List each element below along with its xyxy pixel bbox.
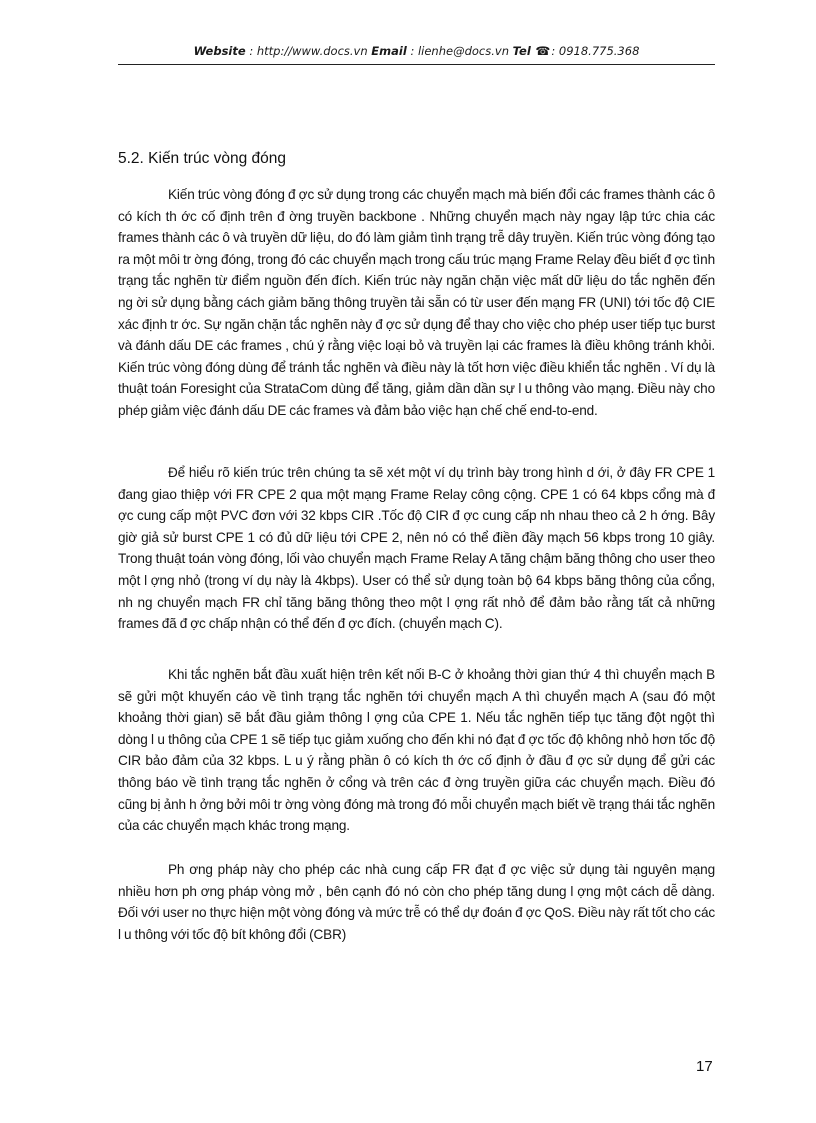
website-label: Website: [193, 44, 246, 58]
paragraph-2: Để hiểu rõ kiến trúc trên chúng ta sẽ xét một ví dụ trình bày trong hình d ới, ở đây FR CPE 1 đang giao thiệp với FR CPE 2 qua một mạng Frame Relay công cộng. CPE 1 có 64 kbps cổng mà đ ợc cung cấp một PVC đơn với 32 kbps CIR .Tốc độ CIR đ ợc cung cấp nh nhau theo cả 2 h ớng. Bây giờ giả sử burst CPE 1 có đủ dữ liệu tới CPE 2, nên nó có thể điền đầy mạch 56 kbps trong 10 giây. Trong thuật toán vòng đóng, lối vào chuyển mạch Frame Relay A tăng chậm băng thông cho user theo một l ợng nhỏ (trong ví dụ này là 4kbps). User có thể sử dụng toàn bộ 64 kbps băng thông của cổng, nh ng chuyển mạch FR chỉ tăng băng thông theo một l ợng rất nhỏ để đảm bảo rằng tất cả những frames đã đ ợc chấp nhận có thể đến đ ợc đích. (chuyển mạch C).: [118, 465, 715, 632]
email-label: Email: [371, 44, 407, 58]
phone-icon: ☎: [535, 44, 551, 58]
page-header: [118, 44, 715, 58]
page-number: 17: [696, 1058, 713, 1075]
tel-value: : 0918.775.368: [551, 44, 640, 58]
paragraph-1: Kiến trúc vòng đóng đ ợc sử dụng trong các chuyển mạch mà biến đổi các frames thành các ô có kích th ớc cố định trên đ ờng truyền backbone . Những chuyển mạch này ngay lập tức chia các frames thành các ô và truyền dữ liệu, do đó làm giảm tình trạng trễ dây truyền. Kiến trúc vòng đóng tạo ra một môi tr ờng đóng, trong đó các chuyển mạch trong cấu trúc mạng Frame Relay đều biết đ ợc tình trạng tắc nghẽn từ điểm nguồn đến đích. Kiến trúc này ngăn chặn việc mất dữ liệu do tắc nghẽn đến ng ời sử dụng bằng cách giảm băng thông truyền tải sẵn có từ user đến mạng FR (UNI) tới tốc độ CIE xác định tr ớc. Sự ngăn chặn tắc nghẽn này đ ợc sử dụng để thay cho việc cho phép user tiếp tục burst và đánh dấu DE các frames , chú ý rằng việc loại bỏ và truyền lại các frames là điều không tránh khỏi. Kiến trúc vòng đóng dùng để tránh tắc nghẽn và điều này là tốt hơn việc điều khiển tắc nghẽn . Ví dụ là thuật toán Foresight của StrataCom dùng để tăng, giảm dần dần sự l u thông vào mạng. Điều này cho phép giảm việc đánh dấu DE các frames và đảm bảo việc hạn chế chế end-to-end.: [118, 187, 715, 418]
section-title: 5.2. Kiến trúc vòng đóng: [118, 150, 287, 167]
header-divider: [118, 64, 715, 65]
paragraph-3: Khi tắc nghẽn bắt đầu xuất hiện trên kết nối B-C ở khoảng thời gian thứ 4 thì chuyển mạch B sẽ gửi một khuyến cáo về tình trạng tắc nghẽn tới chuyển mạch A thì chuyển mạch A (sau đó một khoảng thời gian) sẽ bắt đầu giảm thông l ợng của CPE 1. Nếu tắc nghẽn tiếp tục tăng đột ngột thì dòng l u thông của CPE 1 sẽ tiếp tục giảm xuống cho đến khi nó đạt đ ợc tốc độ không nhỏ hơn tốc độ CIR bảo đảm của 32 kbps. L u ý rằng phần ô có kích th ớc cố định ở đầu đ ợc sử dụng để gửi các thông báo về tình trạng tắc nghẽn ở cổng và trên các đ ờng truyền giữa các chuyển mạch. Điều đó cũng bị ảnh h ởng bởi môi tr ờng vòng đóng mà trong đó mỗi chuyển mạch biết về trạng thái tắc nghẽn của các chuyển mạch khác trong mạng.: [118, 667, 715, 834]
paragraph-4: Ph ơng pháp này cho phép các nhà cung cấp FR đạt đ ợc việc sử dụng tài nguyên mạng nhiều hơn ph ơng pháp vòng mở , bên cạnh đó nó còn cho phép tăng dung l ợng một cách dễ dàng. Đối với user no thực hiện một vòng đóng và mức trễ có thể dự đoán đ ợc QoS. Điều này rất tốt cho các l u thông với tốc độ bít không đổi (CBR): [118, 862, 715, 942]
website-value: : http://www.docs.vn: [249, 44, 368, 58]
tel-label: Tel: [512, 44, 531, 58]
email-value: : lienhe@docs.vn: [410, 44, 509, 58]
